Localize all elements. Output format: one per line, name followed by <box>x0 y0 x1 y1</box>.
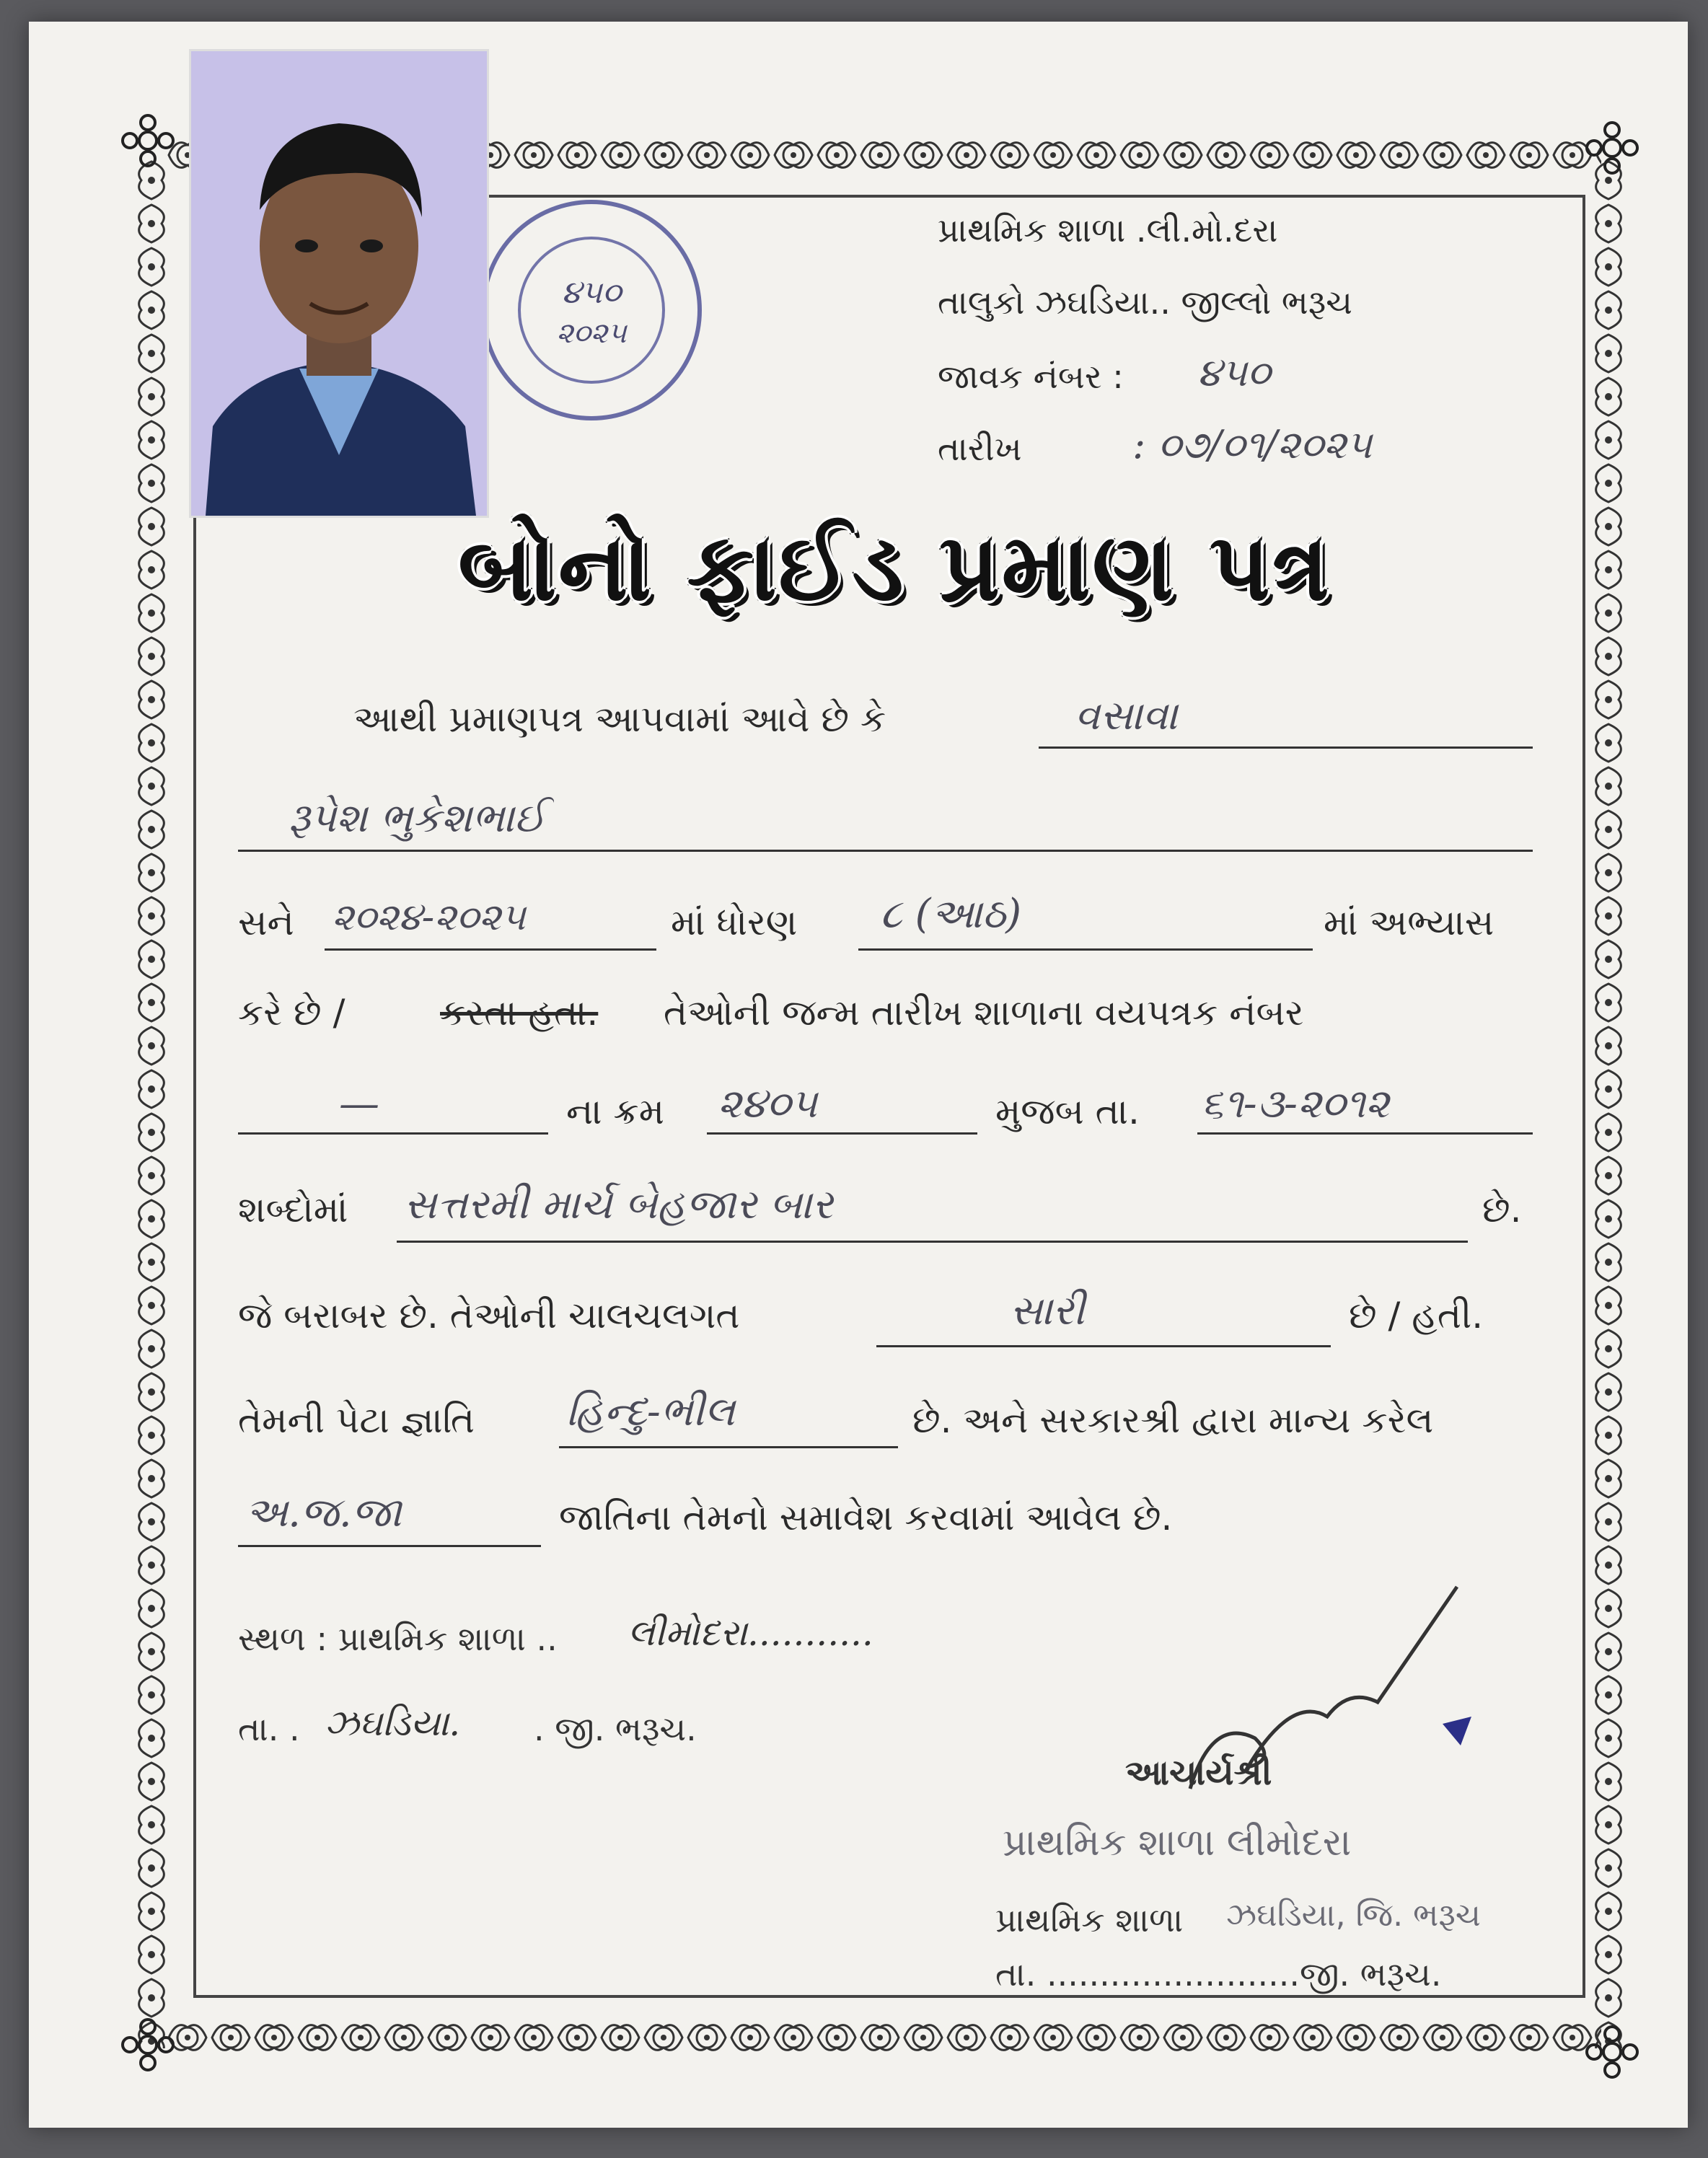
words-underline <box>397 1241 1468 1243</box>
bottom-ornamental-border <box>166 2012 1601 2070</box>
register-no-value: — <box>339 1080 379 1127</box>
signature-school-value: ઝઘડિયા, જિ. ભરૂચ <box>1226 1897 1481 1934</box>
header-outward-value: ૪૫૦ <box>1197 350 1271 395</box>
study-label: માં અભ્યાસ <box>1324 902 1494 943</box>
year-underline <box>325 948 656 951</box>
place-label: સ્થળ : પ્રાથમિક શાળા .. <box>238 1619 558 1658</box>
intro-text: આથી પ્રમાણપત્ર આપવામાં આવે છે કે <box>353 698 886 740</box>
conduct-value: સારી <box>1010 1287 1086 1334</box>
footer-taluka-value: ઝઘડિયા. <box>325 1702 461 1744</box>
footer-district: . જી. ભરૂચ. <box>534 1709 697 1748</box>
certificate-sheet <box>29 22 1688 2128</box>
header-date-label: તારીખ <box>938 429 1022 468</box>
conduct-underline <box>876 1345 1331 1347</box>
category-end: જાતિના તેમનો સમાવેશ કરવામાં આવેલ છે. <box>559 1497 1173 1538</box>
school-round-stamp <box>469 188 714 433</box>
subcaste-value: હિન્દુ-ભીલ <box>566 1388 735 1435</box>
std-value: ૮ (આઠ) <box>880 891 1022 938</box>
corner-flower-icon <box>115 2012 180 2077</box>
header-outward-label: જાવક નંબર : <box>938 357 1124 396</box>
left-ornamental-border <box>123 159 180 2048</box>
name-underline <box>238 850 1533 852</box>
register-no-underline <box>238 1132 548 1135</box>
words-value: સત્તરમી માર્ચ બેહજાર બાર <box>404 1181 833 1228</box>
footer-taluka-label: તા. . <box>238 1709 300 1748</box>
conduct-label: જે બરાબર છે. તેઓની ચાલચલગત <box>238 1295 740 1336</box>
certificate-title: બોનો ફાઈડ પ્રમાણ પત્ર <box>457 512 1331 622</box>
student-photo <box>189 49 489 518</box>
conduct-end: છે / હતી. <box>1349 1295 1484 1336</box>
dob-value: ૬૧-૩-૨૦૧૨ <box>1201 1080 1389 1127</box>
year-value: ૨૦૨૪-૨૦૨૫ <box>332 896 526 939</box>
std-underline <box>858 948 1313 951</box>
header-school-line: પ્રાથમિક શાળા .લી.મો.દરા <box>938 211 1278 250</box>
corner-flower-icon <box>1580 115 1645 180</box>
dob-underline <box>1197 1132 1533 1135</box>
stamp-number: ૪૫૦ <box>561 274 622 311</box>
words-label: શબ્દોમાં <box>238 1189 348 1230</box>
words-end: છે. <box>1482 1189 1522 1230</box>
subcaste-end: છે. અને સરકારશ્રી દ્વારા માન્ય કરેલ <box>912 1399 1434 1441</box>
struck-text: કરતા હતા. <box>440 992 599 1034</box>
category-underline <box>238 1545 541 1547</box>
place-value: લીમોદરા........... <box>628 1612 873 1654</box>
surname-underline <box>1039 747 1533 749</box>
right-ornamental-border <box>1580 159 1637 2048</box>
serial-label: ના ક્રમ <box>566 1091 664 1132</box>
as-per-label: મુજબ તા. <box>995 1091 1140 1132</box>
studying-text: કરે છે / <box>238 992 345 1034</box>
subcaste-label: તેમની પેટા જ્ઞાતિ <box>238 1399 475 1441</box>
std-label: માં ધોરણ <box>671 902 798 943</box>
corner-flower-icon <box>115 108 180 173</box>
subcaste-underline <box>559 1446 898 1448</box>
serial-underline <box>707 1132 977 1135</box>
signature-school-label: પ્રાથમિક શાળા <box>995 1901 1184 1939</box>
serial-value: ૨૪૦૫ <box>718 1080 818 1127</box>
dob-register-text: તેઓની જન્મ તારીખ શાળાના વયપત્રક નંબર <box>664 992 1304 1034</box>
header-date-value: : ૦૭/૦૧/૨૦૨૫ <box>1132 422 1373 467</box>
signature-stamp-school: પ્રાથમિક શાળા લીમોદરા <box>1003 1821 1352 1864</box>
year-label: સને <box>238 902 294 943</box>
category-value: અ.જ.જા <box>245 1489 402 1536</box>
principal-title: આચાર્યશ્રી <box>1125 1753 1272 1793</box>
corner-flower-icon <box>1580 2020 1645 2084</box>
header-taluka-line: તાલુકો ઝઘડિયા.. જીલ્લો ભરૂચ <box>938 283 1352 322</box>
surname-value: વસાવા <box>1075 692 1178 739</box>
signature-taluka-line: તા. ........................જી. ભરૂચ. <box>995 1955 1442 1994</box>
full-name-value: રૂપેશ ભુકેશભાઈ <box>289 795 546 842</box>
stamp-year: ૨૦૨૫ <box>556 317 627 350</box>
